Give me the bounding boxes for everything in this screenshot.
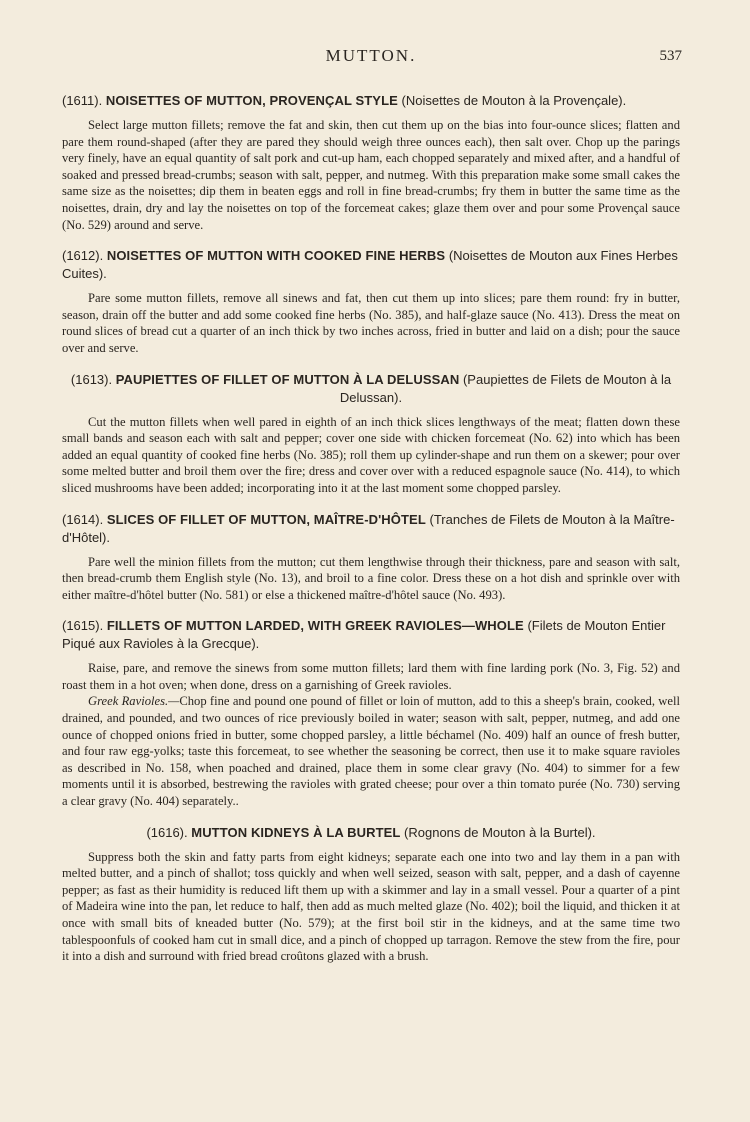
recipe-heading [62,617,680,653]
recipe-number: (1615). [62,618,104,634]
recipe-number: (1616). [146,824,188,840]
recipe-title: FILLETS OF MUTTON LARDED, WITH GREEK RAVIOLES—WHOLE [106,618,524,634]
recipe-1613 [62,371,680,497]
recipe-1616 [62,824,680,965]
recipe-paragraph: Pare some mutton fillets, remove all sinews and fat, then cut them up into slices; pare them round: fry in butter, season, drain off the butter and add some cooked fine herbs (No. 385), and half-glaze sauce (No. 413). Dress the meat on round slices of bread cut a quarter of an inch thick by two inches across, fried in butter and laid on a dish; pour the sauce over and serve. [62,291,680,355]
recipe-1615 [62,617,680,809]
recipe-paragraph: Cut the mutton fillets when well pared in eighth of an inch thick slices lengthways of the meat; flatten down these small bands and season each with salt and pepper; cover one side with chicken forcemeat (No. 62) into which has been added an equal quantity of cooked fine herbs (No. 385); roll them up cylinder-shape and run them on a skewer; pour over some melted butter and broil them over the fire; dress and cover over with a reduced espagnole sauce (No. 414), to which sliced mushrooms have been added; incorporating into it at the last moment some chopped parsley. [62,414,680,495]
recipe-number: (1614). [62,511,104,527]
recipe-paragraph: Select large mutton fillets; remove the fat and skin, then cut them up on the bias into four-ounce slices; flatten and pare them round-shaped (after they are pared they should weigh three ounces each), then salt over. Chop up the parings very finely, have an equal quantity of salt pork and cut-up ham, each chopped separately and mixed after, and a handful of soaked and pressed bread-crumbs; season with salt, pepper, and nutmeg. With this preparation make some small cakes the same size as the noisettes; dip them in beaten eggs and roll in fine bread-crumbs; fry them in butter the same time as the noisettes, drain, dry and lay the noisettes on top of the forcemeat cakes; glaze them over and pour some Provençal sauce (No. 529) around and serve. [62,118,680,232]
recipe-title: PAUPIETTES OF FILLET OF MUTTON À LA DELUSSAN [115,371,460,387]
running-head [62,46,680,72]
recipe-heading [62,92,680,110]
recipe-heading [62,371,680,407]
recipe-heading [62,511,680,547]
subsection-label: Greek Ravioles.— [88,694,180,709]
recipe-number: (1613). [70,371,113,387]
recipe-french-title: (Paupiettes de Filets de Mouton à la Delussan). [339,371,672,405]
recipe-1611 [62,92,680,233]
recipe-title: MUTTON KIDNEYS À LA BURTEL [191,824,401,840]
recipe-french-title: (Noisettes de Mouton aux Fines Herbes Cuites). [62,248,678,282]
recipe-heading [62,824,680,842]
recipe-french-title: (Rognons de Mouton à la Burtel). [404,824,596,840]
recipe-1612 [62,247,680,356]
recipe-title: SLICES OF FILLET OF MUTTON, MAÎTRE-D'HÔTEL [106,511,426,527]
subsection-text: Chop fine and pound one pound of fillet or loin of mutton, add to this a sheep's brain, cooked, well drained, and pounded, and two ounces of rice previously boiled in water; season with salt, pepper, nutmeg, and add one ounce of chopped onions fried in butter, some chopped parsley, a little béchamel (No. 409) half an ounce of fresh butter, and four raw egg-yolks; taste this forcemeat, to see whether the seasoning be correct, then use it to make square ravioles as described in No. 158, when poached and drained, place them in some clear gravy (No. 404) to simmer for a few moments until it is absorbed, bestrewing the ravioles with grated cheese; pour over a thin tomato purée (No. 730) serving a clear gravy (No. 404) separately.. [62,694,680,809]
recipe-french-title: (Filets de Mouton Entier Piqué aux Ravioles à la Grecque). [62,618,666,652]
recipe-paragraph: Pare well the minion fillets from the mutton; cut them lengthwise through their thickness, pare and season with salt, then bread-crumb them English style (No. 13), and broil to a fine color. Dress these on a hot dish and sprinkle over with either maître-d'hôtel butter (No. 581) or else a thickened maître-d'hôtel sauce (No. 493). [62,554,680,602]
recipe-1614 [62,511,680,604]
recipe-paragraph: Suppress both the skin and fatty parts from eight kidneys; separate each one into two and lay them in a pan with melted butter, and a pinch of shallot; toss quickly and when well seized, season with salt, pepper, and a dash of cayenne pepper; as fast as their humidity is reduced lift them up with a skimmer and lay in a small vessel. Pour a quarter of a pint of Madeira wine into the pan, let reduce to half, then add as much melted glaze (No. 402); boil the liquid, and thicken it at once with small bits of kneaded butter (No. 579); at the first boil stir in the kidneys, and at the same time two tablespoonfuls of cooked ham cut in small dice, and a pinch of chopped up tarragon. Remove the stew from the fire, pour it into a dish and surround with fried bread croûtons glazed with a brush. [62,849,680,964]
recipe-heading [62,247,680,283]
chapter-title: MUTTON. [325,46,417,65]
recipe-paragraph: Raise, pare, and remove the sinews from some mutton fillets; lard them with fine larding pork (No. 3, Fig. 52) and roast them in a hot oven; when done, dress on a garnishing of Greek ravioles. [62,661,680,692]
recipe-french-title: (Noisettes de Mouton à la Provençale). [401,93,627,108]
recipe-number: (1611). [62,93,103,108]
recipe-subsection [62,693,680,809]
recipe-french-title: (Tranches de Filets de Mouton à la Maître-d'Hôtel). [62,511,675,545]
recipe-number: (1612). [62,248,104,264]
recipe-title: NOISETTES OF MUTTON, PROVENÇAL STYLE [105,93,398,108]
recipe-title: NOISETTES OF MUTTON WITH COOKED FINE HERBS [106,248,446,264]
page-number: 537 [659,48,682,64]
